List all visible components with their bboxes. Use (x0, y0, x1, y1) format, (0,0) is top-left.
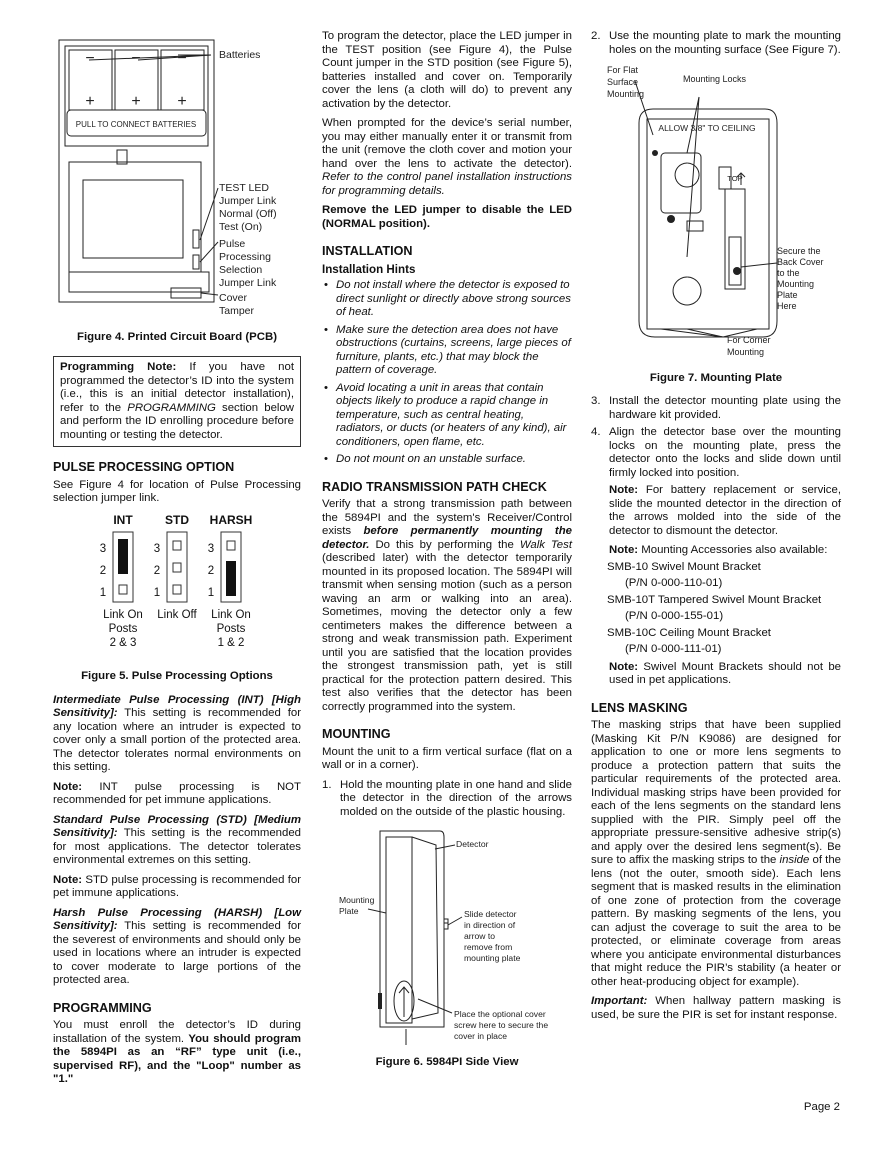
svg-text:TEST LED: TEST LED (219, 182, 269, 194)
svg-text:in direction of: in direction of (464, 920, 516, 930)
svg-text:Slide detector: Slide detector (464, 909, 517, 919)
svg-text:2 & 3: 2 & 3 (109, 636, 137, 649)
programming-note: Programming Note: If you have not programmed the detector’s ID into the system (i.e., this is an initial detector installation), refer to the PROGRAMMING section below and perform the ID enrolling procedure before mounting or testing the detector. (53, 356, 301, 447)
service-note: Note: For battery replacement or service, slide the mounted detector in the direction of the arrows molded into the side of the detector to dismount the detector. (609, 484, 841, 537)
svg-text:Mounting: Mounting (777, 279, 815, 289)
svg-text:Mounting: Mounting (607, 89, 645, 99)
list-item: • Avoid locating a unit in areas that contain objects likely to produce a rapid change in temperature, such as central heating, radiators, or ducts (or heaters of any kind), air conditioners, open flame, etc. (322, 382, 572, 450)
svg-text:Jumper Link: Jumper Link (219, 195, 277, 207)
svg-text:Test (On): Test (On) (219, 221, 263, 233)
svg-text:2: 2 (153, 564, 161, 577)
list-item: 2. Use the mounting plate to mark the mounting holes on the mounting surface (See Figure 7). (591, 30, 841, 56)
list-item: 3. Install the detector mounting plate using the hardware kit provided. (591, 395, 841, 421)
svg-text:For Flat: For Flat (607, 65, 639, 75)
svg-text:3: 3 (99, 542, 107, 555)
svg-text:Secure the: Secure the (777, 246, 821, 256)
svg-text:Mounting: Mounting (339, 895, 375, 905)
svg-text:Link On: Link On (103, 608, 143, 621)
svg-text:Pulse: Pulse (219, 238, 246, 250)
pull-tab-label: PULL TO CONNECT BATTERIES (75, 120, 197, 129)
swivel-note: Note: Swivel Mount Brackets should not be used in pet applications. (609, 660, 841, 686)
programming-paragraph: You must enroll the detector’s ID during installation of the system. You should program the 5894PI as an “RF” type unit (i.e., supervised RF), and the "Loop" number as "1." (53, 1019, 301, 1085)
svg-text:+: + (85, 93, 95, 110)
svg-text:cover in place: cover in place (454, 1031, 508, 1041)
svg-text:−: − (131, 50, 141, 67)
svg-text:Posts: Posts (108, 622, 138, 635)
svg-text:HARSH: HARSH (209, 512, 253, 527)
mounting-plate-diagram (591, 61, 841, 361)
svg-text:Here: Here (777, 301, 797, 311)
mounting-heading: MOUNTING (322, 727, 391, 741)
radio-paragraph: Verify that a strong transmission path between the 5894PI and the system's Receiver/Control exists before permanently mounting the detector. Do this by performing the Walk Test (described later) with the detector temporarily mounted in its proposed location. The 5894PI will transmit when sensing motion (such as a person waving an arm or walking into an area). Sometimes, moving the detector only a few centimeters makes the difference between a strong and weak transmission path. Experiment until you are satisfied that the location provides the strongest transmission path, yet is still practical for the protection pattern desired. This test also verifies that the detector has been correctly programmed into the system. (322, 498, 573, 713)
svg-text:Jumper Link: Jumper Link (219, 277, 277, 289)
installation-heading: INSTALLATION (322, 244, 413, 258)
lens-paragraph: The masking strips that have been supplied (Masking Kit P/N K9086) are designed for application to one or more lens segments to produce a protection pattern that suits the particular requirements of the protected area. Individual masking strips have been provided for each of the lens segments on the standard lens supplied with the PIR. Simply peel off the appropriate pressure-sensitive adhesive strip(s) and apply over the desired lens segment(s). Be sure to affix the masking strips to the inside of the lens (not the outer, smooth side). Each lens segment that is masked results in the elimination of one zone of protection from the coverage pattern. By masking segments of the lens, you can adjust the coverage to suit the area to be protected, or eliminate coverage from areas where you anticipate environmental disturbances that might reduce the PIR’s stability (a heater or other heat-producing object for example). (591, 719, 841, 988)
svg-text:remove from: remove from (464, 942, 513, 952)
svg-text:−: − (85, 50, 95, 67)
svg-text:Link On: Link On (211, 608, 251, 621)
installation-hints-heading: Installation Hints (322, 262, 416, 276)
svg-text:1: 1 (99, 586, 107, 599)
svg-text:3: 3 (153, 542, 161, 555)
svg-text:Normal (Off): Normal (Off) (219, 208, 277, 220)
figure-5-caption: Figure 5. Pulse Processing Options (81, 670, 273, 682)
list-item: SMB-10T Tampered Swivel Mount Bracket (607, 593, 822, 606)
list-item: • Do not mount on an unstable surface. (322, 453, 572, 467)
accessories-list (591, 561, 841, 657)
part-number: (P/N 0-000-110-01) (625, 577, 723, 589)
svg-text:mounting plate: mounting plate (464, 953, 521, 963)
program-paragraph-2: When prompted for the device’s serial number, you may either manually enter it or transmit from the unit (remove the cloth cover and motion your hand over the lens to activate the detector). Refer to the control panel installation instructions for programming details. (322, 117, 572, 197)
svg-text:−: − (177, 50, 187, 67)
svg-text:1 & 2: 1 & 2 (217, 636, 245, 649)
svg-text:Posts: Posts (216, 622, 246, 635)
svg-text:Selection: Selection (219, 264, 263, 276)
list-item: 4. Align the detector base over the mounting locks on the mounting plate, press the detector onto the locks and slide down until firmly locked into position. (591, 426, 841, 479)
pulse-heading: PULSE PROCESSING OPTION (53, 460, 235, 474)
svg-text:Surface: Surface (607, 77, 639, 87)
svg-text:1: 1 (207, 586, 215, 599)
svg-text:Plate: Plate (777, 290, 798, 300)
page-number: Page 2 (803, 1101, 840, 1113)
batteries-label: Batteries (219, 49, 261, 61)
harsh-paragraph: Harsh Pulse Processing (HARSH) [Low Sensitivity]: This setting is recommended for the severest of environments and should only be used in locations where an intruder is expected to cover moderate to large portions of the protected area. (53, 906, 301, 986)
svg-text:+: + (177, 93, 187, 110)
std-note: Note: STD pulse processing is recommended for pet immune applications. (53, 873, 301, 899)
list-item: • Make sure the detection area does not have obstructions (curtains, screens, large pieces of furniture, plants, etc.) that may block the pattern of coverage. (322, 324, 572, 378)
svg-text:to the: to the (777, 268, 800, 278)
svg-text:1: 1 (153, 586, 161, 599)
svg-text:Place the optional cover: Place the optional cover (454, 1009, 546, 1019)
svg-text:Link Off: Link Off (157, 608, 197, 621)
accessories-note: Note: Mounting Accessories also available: (609, 544, 828, 556)
list-item: SMB-10C Ceiling Mount Bracket (607, 626, 771, 639)
svg-text:Detector: Detector (456, 839, 489, 849)
svg-text:arrow to: arrow to (464, 931, 496, 941)
svg-text:Mounting Locks: Mounting Locks (683, 74, 747, 84)
lens-masking-heading: LENS MASKING (591, 700, 688, 715)
column-2 (322, 30, 572, 1079)
program-paragraph-1: To program the detector, place the LED jumper in the TEST position (see Figure 4), the Pulse Count jumper in the STD position (see Figure 5), batteries installed and cover on. Temporarily cover the lens (a cloth will do) to prevent any activation by the detector. (322, 30, 572, 110)
svg-text:Processing: Processing (219, 251, 271, 263)
svg-text:Back Cover: Back Cover (777, 257, 824, 267)
pcb-diagram (53, 30, 301, 320)
radio-heading: RADIO TRANSMISSION PATH CHECK (322, 479, 547, 494)
svg-text:For Corner: For Corner (727, 335, 771, 345)
svg-text:TOP: TOP (727, 174, 743, 183)
svg-text:Mounting: Mounting (727, 347, 765, 357)
part-number: (P/N 0-000-155-01) (625, 610, 724, 622)
svg-text:ALLOW 3/8" TO CEILING: ALLOW 3/8" TO CEILING (658, 123, 756, 133)
std-paragraph: Standard Pulse Processing (STD) [Medium Sensitivity]: This setting is the recommended for most applications. The detector tolerates environmental extremes on this setting. (53, 813, 301, 866)
part-number: (P/N 0-000-111-01) (625, 643, 722, 655)
int-note: Note: INT pulse processing is NOT recommended for pet immune applications. (53, 780, 301, 806)
svg-text:STD: STD (165, 512, 189, 527)
column-3 (591, 30, 841, 1028)
pulse-intro: See Figure 4 for location of Pulse Processing selection jumper link. (53, 478, 301, 504)
figure-4-caption: Figure 4. Printed Circuit Board (PCB) (77, 330, 277, 343)
svg-text:2: 2 (99, 564, 107, 577)
program-paragraph-3: Remove the LED jumper to disable the LED (NORMAL position). (322, 204, 572, 230)
figure-7-caption: Figure 7. Mounting Plate (649, 371, 783, 384)
column-1 (53, 30, 301, 1093)
svg-text:screw here to secure the: screw here to secure the (454, 1020, 549, 1030)
svg-text:Plate: Plate (339, 906, 359, 916)
programming-heading: PROGRAMMING (53, 1000, 152, 1015)
svg-text:INT: INT (113, 512, 133, 527)
important-note: Important: When hallway pattern masking is used, be sure the PIR is set for instant response. (591, 995, 841, 1021)
list-item: SMB-10 Swivel Mount Bracket (607, 560, 761, 573)
svg-text:+: + (131, 93, 141, 110)
pulse-options-diagram (53, 512, 301, 660)
figure-6-caption: Figure 6. 5984PI Side View (375, 1055, 519, 1068)
installation-hints-list (322, 279, 572, 467)
svg-text:2: 2 (207, 564, 215, 577)
int-paragraph: Intermediate Pulse Processing (INT) [High Sensitivity]: This setting is recommended for any location where an intruder is expected to cover only a small portion of the protected area. The detector tolerates normal environments on this setting. (53, 693, 301, 773)
side-view-diagram (322, 823, 572, 1045)
list-item: • Do not install where the detector is exposed to direct sunlight or directly above strong sources of heat. (322, 279, 572, 320)
svg-text:Tamper: Tamper (219, 305, 255, 317)
svg-text:Cover: Cover (219, 292, 248, 304)
list-item: 1. Hold the mounting plate in one hand and slide the detector in the direction of the arrows molded on the outside of the plastic housing. (322, 778, 572, 818)
mounting-intro: Mount the unit to a firm vertical surface (flat on a wall or in a corner). (322, 745, 572, 771)
svg-text:3: 3 (207, 542, 215, 555)
